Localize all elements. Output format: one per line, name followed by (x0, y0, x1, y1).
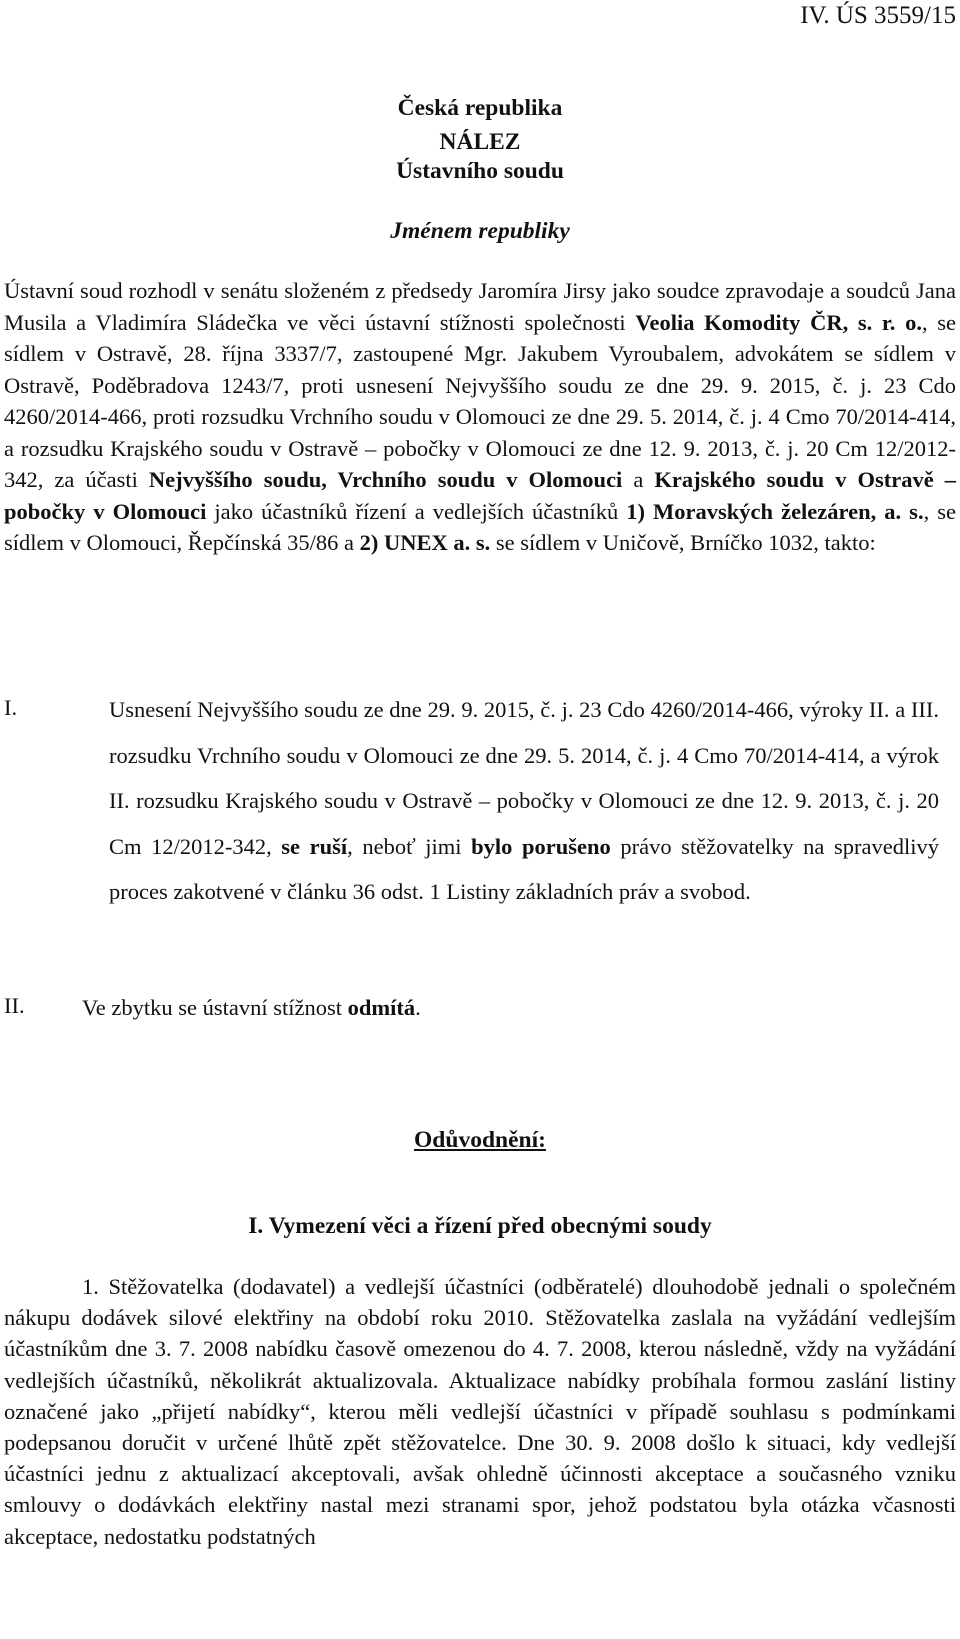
title-country: Česká republika (397, 95, 563, 121)
verdict-item-2 (4, 990, 956, 1030)
case-reference: IV. ÚS 3559/15 (800, 2, 956, 29)
section-heading: I. Vymezení věci a řízení před obecnými soudy (248, 1213, 712, 1239)
verdict-number: II. (4, 993, 25, 1018)
verdict-text: Usnesení Nejvyššího soudu ze dne 29. 9. 2015, č. j. 23 Cdo 4260/2014-466, výroky II. a III. rozsudku Vrchního soudu v Olomouci ze dne 29. 5. 2014, č. j. 4 Cmo 70/2014-414, a výrok II. rozsudku Krajského soudu v Ostravě – pobočky v Olomouci ze dne 12. 9. 2013, č. j. 20 Cm 12/2012-342, se ruší, neboť jimi bylo porušeno právo stěžovatelky na spravedlivý proces zakotvené v článku 36 odst. 1 Listiny základních práv a svobod. (109, 697, 939, 904)
title-court: Ústavního soudu (396, 158, 564, 184)
verdict-item-1 (4, 692, 956, 982)
intro-paragraph: Ústavní soud rozhodl v senátu složeném z předsedy Jaromíra Jirsy jako soudce zpravodaje a soudců Jana Musila a Vladimíra Sládečka ve věci ústavní stížnosti společnosti Veolia Komodity ČR, s. r. o., se sídlem v Ostravě, 28. října 3337/7, zastoupené Mgr. Jakubem Vyroubalem, advokátem se sídlem v Ostravě, Poděbradova 1243/7, proti usnesení Nejvyššího soudu ze dne 29. 9. 2015, č. j. 23 Cdo 4260/2014-466, proti rozsudku Vrchního soudu v Olomouci ze dne 29. 5. 2014, č. j. 4 Cmo 70/2014-414, a rozsudku Krajského soudu v Ostravě – pobočky v Olomouci ze dne 12. 9. 2013, č. j. 20 Cm 12/2012-342, za účasti Nejvyššího soudu, Vrchního soudu v Olomouci a Krajského soudu v Ostravě – pobočky v Olomouci jako účastníků řízení a vedlejších účastníků 1) Moravských železáren, a. s., se sídlem v Olomouci, Řepčínská 35/86 a 2) UNEX a. s. se sídlem v Uničově, Brníčko 1032, takto: (4, 278, 956, 555)
verdict-number: I. (4, 695, 18, 720)
title-in-name-of-republic: Jménem republiky (390, 218, 570, 244)
reasoning-heading: Odůvodnění: (414, 1127, 546, 1153)
title-document-type: NÁLEZ (439, 129, 521, 155)
reasoning-paragraph-1: 1. Stěžovatelka (dodavatel) a vedlejší účastníci (odběratelé) dlouhodobě jednali o společném nákupu dodávek silové elektřiny na období roku 2010. Stěžovatelka zaslala na vyžádání vedlejším účastníkům dne 3. 7. 2008 nabídku časově omezenou do 4. 7. 2008, kterou následně, vždy na vyžádání vedlejších účastníků, několikrát aktualizovala. Aktualizace nabídky probíhala formou zaslání listiny označené jako „přijetí nabídky“, kterou měli vedlejší účastníci v případě souhlasu s podmínkami podepsanou doručit v určené lhůtě zpět stěžovatelce. Dne 30. 9. 2008 došlo k situaci, kdy vedlejší účastníci jednu z aktualizací akceptovali, avšak ohledně účinnosti akceptace a současného vzniku smlouvy o dodávkách elektřiny nastal mezi stranami spor, jehož podstatou byla otázka včasnosti akceptace, nedostatku podstatných (4, 1274, 956, 1549)
verdict-text: Ve zbytku se ústavní stížnost odmítá. (82, 995, 421, 1020)
